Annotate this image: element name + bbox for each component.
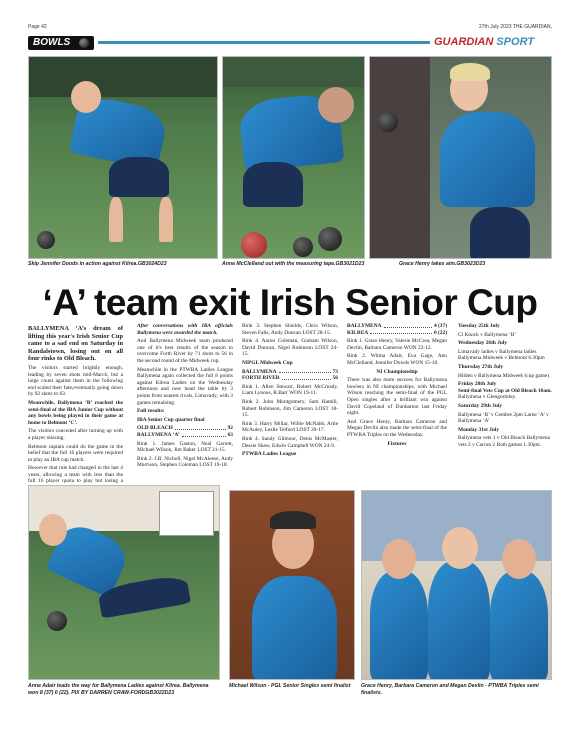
caption-photo1: Skip Jennifer Doods in action against Kilrea.GB3024D23	[28, 261, 167, 267]
section-label: BOWLS	[33, 37, 71, 48]
score-line: FORTH RIVER 56	[242, 375, 338, 382]
subhead-iba-senior-cup: IBA Senior Cup quarter final	[137, 416, 205, 423]
paragraph: Belmont captain could do the game in the belief that the full 16 players were required to play an IBA cup match.	[28, 443, 123, 463]
fixture-item: Ballymena vets 1 v Old Bleach Ballymena vets 2 v Carrun 2 Both games 1.30pm.	[458, 435, 550, 448]
rink-result: Rink 3. Stephen Shields, Chris Wilson, Steven Falls, Andy Duncan LOST 28-15.	[242, 323, 338, 336]
photo-anne-mcclelland	[222, 56, 365, 259]
paragraph-bold: Meanwhile, Ballymena ‘B’ reached the semi-final of the IBA Junior Cup without any bowls being played in their game at home to Belmont ‘C’.	[28, 399, 123, 426]
fixture-item-bold: Semi-final Vets Cup at Old Bleach 10am.	[458, 387, 552, 394]
fixture-date: Wednesday 26th July	[458, 340, 508, 347]
subhead-fixtures: Fixtures	[387, 440, 407, 447]
paragraph: The visitors started brightly enough, leading by seven shots mid-March, but a large count against them in the following end scaled their fate,eventually going down by 92 shots to 63.	[28, 364, 123, 398]
photo-michael-wilson	[229, 490, 355, 680]
caption-photo4: Anne Adair leads the way for Ballymena Ladies against Kilrea. Ballymena won 8 (37) 0 (22). PIX BY DARREN CRAW-FORDGB3022D23	[28, 683, 209, 696]
page-number: Page 42	[28, 24, 47, 30]
fixture-item: Hilden v Ballymena Midweek (cup game)	[458, 372, 549, 379]
photo-triples-trio	[361, 490, 552, 680]
fixture-date: Friday 28th July	[458, 381, 497, 388]
fixture-item: Cl Knock v Ballymena ‘B’	[458, 331, 517, 338]
rink-result: Rink 1. Grace Henry, Valerie McCrea, Megan Devlin, Barbara Cameron WON 22-12.	[347, 338, 447, 351]
subhead-ptwba-ladies: PTWBA Ladies League	[242, 451, 297, 458]
caption-photo3: Grace Henry takes aim.GB3023D23	[399, 261, 486, 267]
score-line: KILREA 0 (22)	[347, 329, 447, 336]
paragraph: And Ballymena Midweek team produced one of it's best results of the season to overcome Forth River by 71 shots to 56 in the second round of the Midweek cup.	[137, 338, 233, 364]
article-column-1	[28, 325, 123, 500]
date-paper: 27th July 2023 THE GUARDIAN,	[479, 24, 552, 30]
bowl-ball-icon	[79, 38, 89, 48]
rink-result: Rink 4. Aaron Coleman, Graham Wilson, David Duncan, Nigel Robinson LOST 24-15.	[242, 338, 338, 358]
caption-photo5: Michael Wilson - PGL Senior Singles semi finalist	[229, 683, 351, 689]
header-rule	[98, 41, 430, 44]
rink-result: Rink 2. John Montgomery, Sam Hamill, Robert Robinson, Jim Cameron LOST 18-15.	[242, 398, 338, 419]
score-line: OLD BLEACH 92	[137, 425, 233, 432]
lead-paragraph: BALLYMENA ‘A’s dream of lifting this year's Irish Senior Cup came to a sad end on Saturday in Randalstown, losing out on all four rinks to Old Bleach.	[28, 325, 123, 363]
paragraph: The visitors conceded after turning up with a player missing.	[28, 428, 123, 441]
fixture-date: Saturday 29th July	[458, 402, 503, 409]
paragraph-italic: After conversations with IBA officials Ballymena were awarded the match.	[137, 323, 233, 336]
caption-photo2: Anne McClelland out with the measuring tape.GB3021D23	[222, 261, 365, 267]
fixture-date: Monday 31st July	[458, 426, 500, 433]
rink-result: Rink 4. Sandy Gilmour, Denis McMaster, Dessie Shaw, Edwin Campbell WON 24-9.	[242, 435, 338, 449]
paragraph: And Grace Henry, Barbara Cameron and Megan Devlin also made the semi-final of the PTWBA Triples on the Wednesday.	[347, 418, 447, 438]
paragraph: Meanwhile in the PTWBA Ladies League Ballymena again collected the full 8 points against Kilrea Ladies on the Wednesday afternoon and now head the table by 3 points from nearest rivals, Limavady, with 3 games remaining.	[137, 366, 233, 406]
score-line: BALLYMENA ‘A’ 63	[137, 431, 233, 438]
score-line: BALLYMENA 73	[242, 368, 338, 375]
fixture-item: Limavady ladies v Ballymena ladies Ballymena Midweek v Belmont 6.30pm	[458, 348, 545, 362]
fixture-item: Ballymena v Glengormley.	[458, 394, 517, 401]
fixture-date: Thursday 27th July	[458, 363, 504, 370]
article-column-3	[242, 323, 338, 460]
article-column-4	[347, 323, 447, 449]
headline: ‘A’ team exit Irish Senior Cup	[42, 282, 538, 323]
fixture-item: Ballymena ‘B’ v Cembre 2pm Larne ‘A’ v Ballymena ‘A’	[458, 411, 549, 425]
subhead-full-results: Full results:	[137, 408, 165, 415]
rink-result: Rink 1. Allen Stewart, Robert McCready, Liam Lynoos, R.Barr WON 19-11.	[242, 383, 338, 397]
fixture-date: Tuesday 25th July	[458, 323, 500, 329]
score-line: BALLYMENA 4 (37)	[347, 323, 447, 329]
rink-result: Rink 2. J.R. Nicholl, Nigel McAleese, Andy Morrison, Stephen Coleman LOST 19-18.	[137, 455, 233, 469]
rink-result: Rink 2. Wilma Adair, Eva Gage, Ann McClelland, Jennifer Dowds WON 15-10.	[347, 353, 447, 366]
photo-jennifer-doods	[28, 56, 218, 259]
photo-grace-henry	[369, 56, 552, 259]
subhead-ni-championship: NI Championship	[376, 368, 418, 375]
section-tag	[28, 36, 94, 50]
rink-result: Rink 1. James Gaston, Neal Garrett, Michael Wilson, Jim Baker LOST 21-15.	[137, 440, 233, 454]
brand-logo: GUARDIAN SPORT	[434, 36, 535, 48]
paragraph: However that rule had changed in the last 4 years, allowing a team with less than the full 16 player quota to play but losing a	[28, 465, 123, 485]
caption-photo6: Grace Henry, Barbara Cameron and Megan Devlin - PTWBA Triples semi finalists.	[361, 683, 539, 696]
rink-result: Rink 3. Harry Millar, Willie McNabb, Artie McAuley, Leslie Telford LOST 20-17.	[242, 420, 338, 434]
subhead-nipgl-midweek: NIPGL Midweek Cup	[242, 359, 293, 366]
paragraph: There was also more success for Ballymena bowlers in NI championships, with Michael Wilson reaching the semi-final of the PGL Open singles after a brilliant win against David Copeland of Dunbarton last Friday night.	[347, 377, 447, 417]
photo-anne-adair	[28, 485, 220, 680]
article-column-2	[137, 323, 233, 471]
article-column-5	[458, 323, 552, 451]
